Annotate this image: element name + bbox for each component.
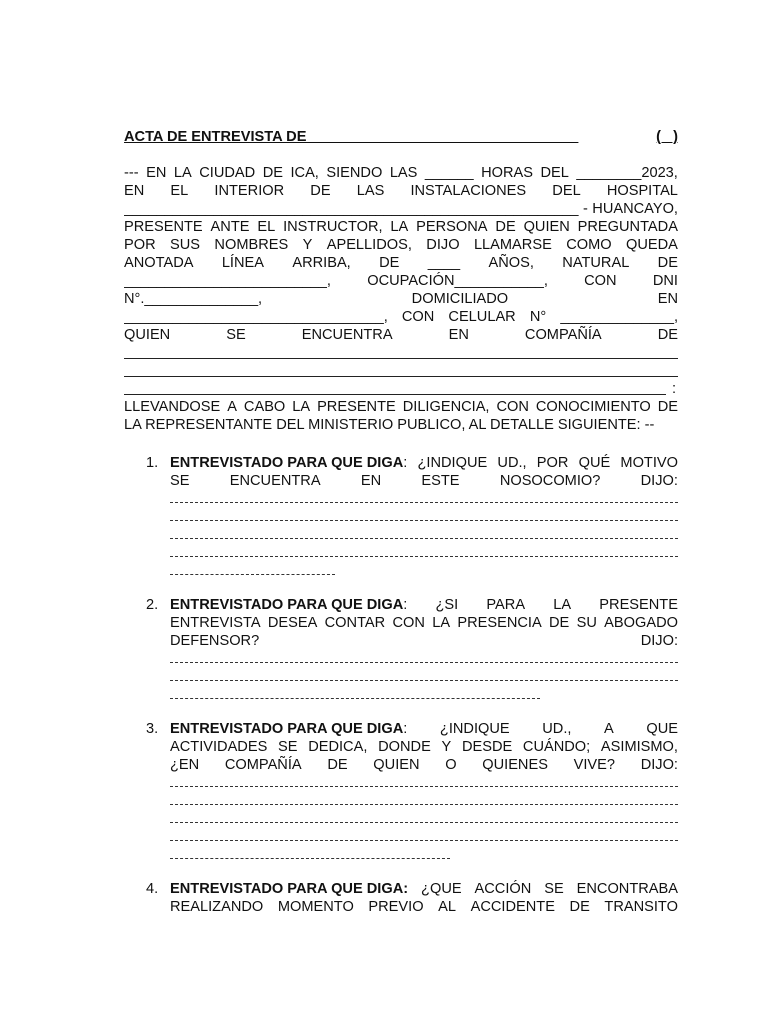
question-3 (124, 720, 678, 864)
word: EN (124, 183, 145, 199)
word: LA (173, 165, 192, 181)
word: COMPAÑÍA (224, 757, 302, 773)
word: PARA (486, 597, 526, 613)
word: DE (549, 615, 570, 631)
word: EN (146, 165, 167, 181)
question-lead: ENTREVISTADO PARA QUE DIGA (170, 721, 404, 737)
word: COMPAÑÍA (524, 327, 602, 343)
word: DONDE (378, 739, 431, 755)
word: CELULAR (448, 309, 516, 325)
word: ________2023, (576, 165, 678, 181)
word: ACCIÓN (474, 881, 532, 897)
word: DE (379, 255, 400, 271)
word: SE (278, 739, 298, 755)
intro-line (124, 254, 678, 272)
word: DESEA (267, 615, 318, 631)
word: AL (438, 899, 457, 915)
intro-line: LA REPRESENTANTE DEL MINISTERIO PUBLICO, AL DETALLE SIGUIENTE: -- (124, 417, 655, 433)
word: INTERIOR (214, 183, 285, 199)
word: ____ (427, 255, 461, 271)
word: A (604, 721, 614, 737)
word: QUEDA (626, 237, 678, 253)
word: O (445, 757, 457, 773)
answer-line (170, 508, 678, 526)
word: DE (657, 327, 678, 343)
answer-line (170, 562, 678, 580)
answer-line (170, 774, 678, 792)
word: EN (657, 291, 678, 307)
word: CIUDAD (199, 165, 256, 181)
word: _________________________, (124, 273, 331, 289)
word: APELLIDOS, (326, 237, 412, 253)
word: ENCUENTRA (301, 327, 393, 343)
word: N° (529, 309, 547, 325)
word: POR (536, 455, 569, 471)
word: ¿QUE (421, 881, 462, 897)
word: ABOGADO (604, 615, 678, 631)
question-line (170, 756, 678, 774)
word: Y (441, 739, 452, 755)
question-line (170, 738, 678, 756)
word: DIJO: (640, 473, 678, 489)
intro-line (124, 200, 678, 218)
word: LA (292, 399, 311, 415)
word: ANTE (210, 219, 250, 235)
word: DEL (540, 165, 569, 181)
word: DILIGENCIA, (402, 399, 490, 415)
word: EL (170, 183, 189, 199)
word: ICA, (290, 165, 319, 181)
question-number: 1. (146, 455, 159, 471)
answer-line (170, 668, 678, 686)
intro-line (124, 326, 678, 344)
question-number: 2. (146, 597, 159, 613)
intro-line (124, 164, 678, 182)
word: LAS (356, 183, 385, 199)
word: --- (124, 165, 139, 181)
intro-line (124, 236, 678, 254)
word: SU (576, 615, 597, 631)
word: ¿INDIQUE (439, 721, 510, 737)
word: DEDICA, (308, 739, 368, 755)
word: QUIEN (373, 757, 420, 773)
word: CONOCIMIENTO (535, 399, 651, 415)
word: DIJO (426, 237, 460, 253)
intro-line (124, 272, 678, 290)
answer-line (170, 490, 678, 508)
word: DE (327, 757, 348, 773)
word: QUIENES (482, 757, 548, 773)
word: SIENDO (326, 165, 383, 181)
intro-paragraph (124, 164, 678, 434)
word: ARRIBA, (292, 255, 351, 271)
word: SE (544, 881, 564, 897)
word: SE (226, 327, 246, 343)
word: PRESENTE (124, 219, 203, 235)
word: UD., (497, 455, 527, 471)
word: LA (432, 615, 451, 631)
word: DE (657, 399, 678, 415)
question-line (170, 472, 678, 490)
word: CABO (243, 399, 286, 415)
word: NOSOCOMIO? (499, 473, 601, 489)
word: ACCIDENTE (470, 899, 555, 915)
word: LLAMARSE (473, 237, 552, 253)
word: ________________________________, (124, 309, 388, 325)
answer-line (170, 650, 678, 668)
answer-line (170, 846, 678, 864)
word: COMO (566, 237, 612, 253)
intro-line (124, 398, 678, 416)
word: LÍNEA (221, 255, 264, 271)
colon-mark: : (671, 381, 676, 397)
word: ACTIVIDADES (170, 739, 268, 755)
answer-line (170, 686, 678, 704)
word: ENTREVISTA (170, 615, 261, 631)
word: ENCONTRABA (576, 881, 678, 897)
word: CON (401, 309, 435, 325)
question-2 (124, 596, 678, 704)
word: CON (392, 615, 425, 631)
word: DOMICILIADO (411, 291, 509, 307)
word: Y (302, 237, 313, 253)
word: AÑOS, (488, 255, 534, 271)
question-lead: ENTREVISTADO PARA QUE DIGA (170, 455, 404, 471)
question-lead-group: ENTREVISTADO PARA QUE DIGA: (170, 721, 408, 737)
word: ______________, (560, 309, 678, 325)
word: ¿INDIQUE (417, 455, 488, 471)
answer-line (170, 526, 678, 544)
word: POR (124, 237, 156, 253)
word: INSTALACIONES (410, 183, 527, 199)
word: UD., (542, 721, 572, 737)
word: CONTAR (324, 615, 386, 631)
question-line (170, 614, 678, 632)
word: QUE (646, 721, 678, 737)
question-line (170, 632, 678, 650)
question-lead-group: ENTREVISTADO PARA QUE DIGA: (170, 455, 408, 471)
question-line (170, 596, 678, 614)
word: CON (496, 399, 529, 415)
question-line (170, 880, 678, 898)
document-title (124, 128, 678, 146)
word: NATURAL (562, 255, 630, 271)
answer-line (170, 828, 678, 846)
word: ENCUENTRA (229, 473, 321, 489)
word: DE (657, 255, 678, 271)
word: LAS (389, 165, 418, 181)
word: MOMENTO (277, 899, 354, 915)
word: DEFENSOR? (170, 633, 260, 649)
word: HOSPITAL (606, 183, 678, 199)
answer-line (170, 810, 678, 828)
word: HORAS (481, 165, 534, 181)
word: DEL (552, 183, 581, 199)
word: INSTRUCTOR, (283, 219, 383, 235)
question-line (170, 454, 678, 472)
title-text: ACTA DE ENTREVISTA DE _________________________________ (124, 129, 579, 145)
word: PRESENCIA (457, 615, 542, 631)
word: N°.______________, (124, 291, 263, 307)
word: LA (553, 597, 572, 613)
word: DIJO: (640, 633, 678, 649)
word: ASIMISMO, (600, 739, 678, 755)
word: - (582, 201, 588, 217)
word: DE (495, 219, 516, 235)
word: PRESENTE (599, 597, 678, 613)
word: LLEVANDOSE (124, 399, 221, 415)
word: DIJO: (640, 757, 678, 773)
question-number: 3. (146, 721, 159, 737)
word: ¿SI (435, 597, 459, 613)
word: PRESENTE (317, 399, 396, 415)
word: CON (584, 273, 617, 289)
word: DE (310, 183, 331, 199)
question-lead: ENTREVISTADO PARA QUE DIGA (170, 597, 404, 613)
word: VIVE? (573, 757, 615, 773)
word: ________________________________________________________ (124, 201, 579, 217)
word: ESTE (421, 473, 460, 489)
word: SUS (170, 237, 201, 253)
intro-line (124, 308, 678, 326)
question-line (170, 720, 678, 738)
blank-line (124, 344, 678, 362)
word: ______ (424, 165, 474, 181)
word: LA (390, 219, 409, 235)
word: DE (262, 165, 283, 181)
question-lead: ENTREVISTADO PARA QUE DIGA: (170, 881, 409, 897)
word: QUIEN (124, 327, 171, 343)
word: SE (170, 473, 190, 489)
intro-line (124, 182, 678, 200)
question-line (170, 898, 678, 916)
word: DE (569, 899, 590, 915)
question-1 (124, 454, 678, 580)
word: QUIEN (523, 219, 570, 235)
word: PREVIO (368, 899, 424, 915)
blank-line (124, 362, 678, 380)
word: EN (448, 327, 469, 343)
blank-line (124, 380, 678, 398)
answer-line (170, 792, 678, 810)
intro-line (124, 290, 678, 308)
word: CUÁNDO; (522, 739, 591, 755)
question-4 (124, 880, 678, 916)
intro-line (124, 218, 678, 236)
word: PERSONA (416, 219, 488, 235)
word: EN (360, 473, 382, 489)
word: NOMBRES (214, 237, 289, 253)
word: ANOTADA (124, 255, 194, 271)
word: A (227, 399, 237, 415)
word: OCUPACIÓN___________, (367, 273, 548, 289)
word: QUÉ (578, 455, 611, 471)
word: HUANCAYO, (592, 201, 678, 217)
word: DESDE (461, 739, 513, 755)
word: MOTIVO (620, 455, 678, 471)
question-lead-group: ENTREVISTADO PARA QUE DIGA: (170, 597, 408, 613)
document-page (124, 128, 678, 916)
question-number: 4. (146, 881, 159, 897)
word: TRANSITO (604, 899, 678, 915)
word: EL (257, 219, 276, 235)
title-paren: ( ) (656, 129, 678, 145)
word: REALIZANDO (170, 899, 264, 915)
word: PREGUNTADA (577, 219, 678, 235)
word: DNI (652, 273, 678, 289)
answer-line (170, 544, 678, 562)
word: ¿EN (170, 757, 200, 773)
